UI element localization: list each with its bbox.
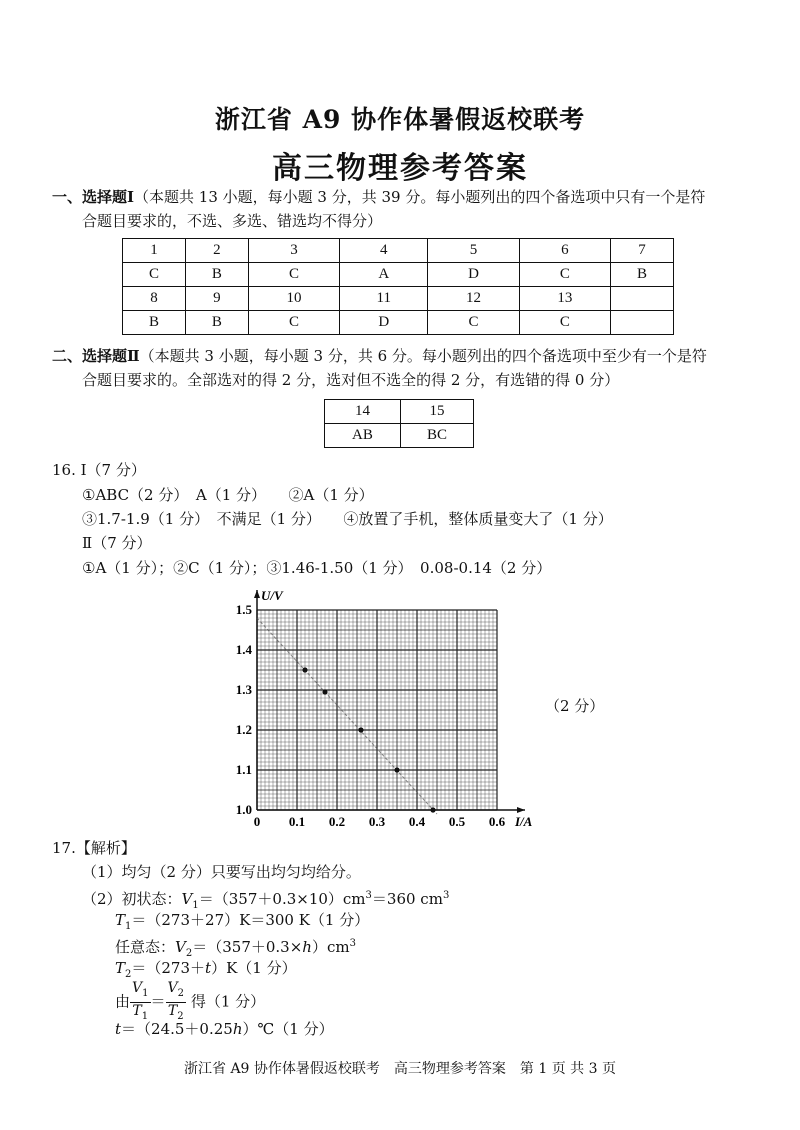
x-tick-label: 0.4 <box>408 814 426 829</box>
q17-any-state: 任意态：$V_2=(357+0.3\times h)cm^3$ <box>115 938 356 959</box>
section2-table-row <box>325 424 474 448</box>
y-axis-arrow <box>254 590 260 598</box>
section1-table-cell: B <box>185 263 248 287</box>
section1-table-cell: B <box>611 263 674 287</box>
ui-graph <box>225 578 550 836</box>
q16-graph-score: （2 分） <box>545 697 605 715</box>
data-point <box>302 667 307 672</box>
q16-line2: ①ABC（2 分） A（1 分） ②A（1 分） <box>82 486 374 504</box>
section1-table-cell: 12 <box>428 287 519 311</box>
data-point <box>430 807 435 812</box>
q17-header: 17.【解析】 <box>52 839 136 857</box>
y-tick-label: 1.5 <box>235 602 252 617</box>
graph-axes <box>236 588 533 829</box>
answer-title: 高三物理参考答案 <box>272 151 528 186</box>
data-point <box>394 767 399 772</box>
x-tick-label: 0.1 <box>288 814 306 829</box>
section1-table-cell: D <box>340 311 428 335</box>
x-axis-label: I/A <box>515 814 533 829</box>
q16-line4: Ⅱ（7 分） <box>82 534 152 552</box>
section2-table-cell: 14 <box>325 400 401 424</box>
q16-line5: ①A（1 分）；②C（1 分）；③1.46-1.50（1 分） 0.08-0.14（2 分） <box>82 559 552 577</box>
section1-table-cell: 7 <box>611 239 674 263</box>
y-tick-label: 1.3 <box>235 682 252 697</box>
section1-table-cell: 9 <box>185 287 248 311</box>
section2-desc-1: （本题共 3 小题，每小题 3 分，共 6 分。每小题列出的四个备选项中至少有一个是符 <box>139 347 707 365</box>
section1-table-cell <box>611 287 674 311</box>
section2-table-cell: AB <box>325 424 401 448</box>
section1-table-cell <box>611 311 674 335</box>
section1-table-row <box>123 287 674 311</box>
section1-table-cell: D <box>428 263 519 287</box>
q17-t1: $T_1=(273+27)K=300$ K（1 分） <box>115 911 370 932</box>
section1-table-cell: C <box>428 311 519 335</box>
section1-desc-1: （本题共 13 小题，每小题 3 分，共 39 分。每小题列出的四个备选项中只有一个是符 <box>134 188 706 206</box>
x-tick-label: 0.3 <box>368 814 386 829</box>
section1-table-cell: C <box>123 263 186 287</box>
section1-table-row <box>123 239 674 263</box>
section1-table-cell: C <box>248 263 339 287</box>
page-footer: 浙江省 A9 协作体暑假返校联考 高三物理参考答案 第 1 页 共 3 页 <box>184 1061 616 1077</box>
y-tick-label: 1.2 <box>235 722 252 737</box>
fit-line <box>257 618 437 814</box>
section1-table-cell: B <box>185 311 248 335</box>
section2-desc-2: 合题目要求的。全部选对的得 2 分，选对但不选全的得 2 分，有选错的得 0 分） <box>82 371 620 389</box>
section1-table-cell: B <box>123 311 186 335</box>
data-point <box>322 689 327 694</box>
q16-header: 16. Ⅰ（7 分） <box>52 461 146 479</box>
q17-ratio: 由 $\frac{V_1}{T_1}$ ＝ $\frac{V_2}{T_2}$ 得（1 分） <box>115 980 266 1022</box>
graph-grid <box>257 610 497 810</box>
section1-line1 <box>52 185 705 209</box>
x-tick-label: 0.6 <box>488 814 506 829</box>
section1-table-cell: 11 <box>340 287 428 311</box>
section1-table-cell: 10 <box>248 287 339 311</box>
data-point <box>358 727 363 732</box>
section2-line1 <box>52 344 707 368</box>
x-tick-label: 0.2 <box>328 814 346 829</box>
section1-table-cell: 13 <box>519 287 610 311</box>
section2-heading: 二、选择题Ⅱ <box>52 347 140 365</box>
section1-table-cell: A <box>340 263 428 287</box>
y-tick-label: 1.1 <box>235 762 252 777</box>
section1-table-row <box>123 311 674 335</box>
section1-table-cell: C <box>519 263 610 287</box>
section1-heading: 一、选择题Ⅰ <box>52 188 135 206</box>
section2-answer-table <box>324 399 474 448</box>
section1-table-cell: C <box>248 311 339 335</box>
exam-title: 浙江省 A9 协作体暑假返校联考 <box>214 105 586 134</box>
section1-table-cell: 8 <box>123 287 186 311</box>
q17-part1: （1）均匀（2 分）只要写出均匀均给分。 <box>82 863 361 881</box>
section1-table-cell: 2 <box>185 239 248 263</box>
section1-table-cell: 5 <box>428 239 519 263</box>
section1-table-cell: 4 <box>340 239 428 263</box>
x-tick-label: 0 <box>253 814 261 829</box>
x-axis-arrow <box>517 807 525 813</box>
section2-table-cell: BC <box>400 424 473 448</box>
section2-table-cell: 15 <box>400 400 473 424</box>
section1-table-cell: C <box>519 311 610 335</box>
graph-marks <box>257 618 437 814</box>
section1-table-row <box>123 263 674 287</box>
section1-table-cell: 3 <box>248 239 339 263</box>
y-tick-label: 1.0 <box>235 802 252 817</box>
section1-table-cell: 6 <box>519 239 610 263</box>
section1-desc-2: 合题目要求的，不选、多选、错选均不得分） <box>82 212 383 230</box>
section1-table-cell: 1 <box>123 239 186 263</box>
y-axis-label: U/V <box>261 588 283 603</box>
section2-table-row <box>325 400 474 424</box>
x-tick-label: 0.5 <box>448 814 466 829</box>
q16-line3: ③1.7-1.9（1 分） 不满足（1 分） ④放置了手机，整体质量变大了（1 分） <box>82 510 613 528</box>
y-tick-label: 1.4 <box>235 642 252 657</box>
q17-initial-state: （2）初状态：$V_1=(357+0.3\times 10)cm^3=360$ $cm^3$ <box>82 890 450 911</box>
q17-t2: $T_2=(273+t)K(1$ 分） <box>115 959 297 980</box>
section1-answer-table <box>122 238 674 335</box>
q17-result: t＝（24.5＋0.25h）℃（1 分） <box>115 1020 334 1038</box>
